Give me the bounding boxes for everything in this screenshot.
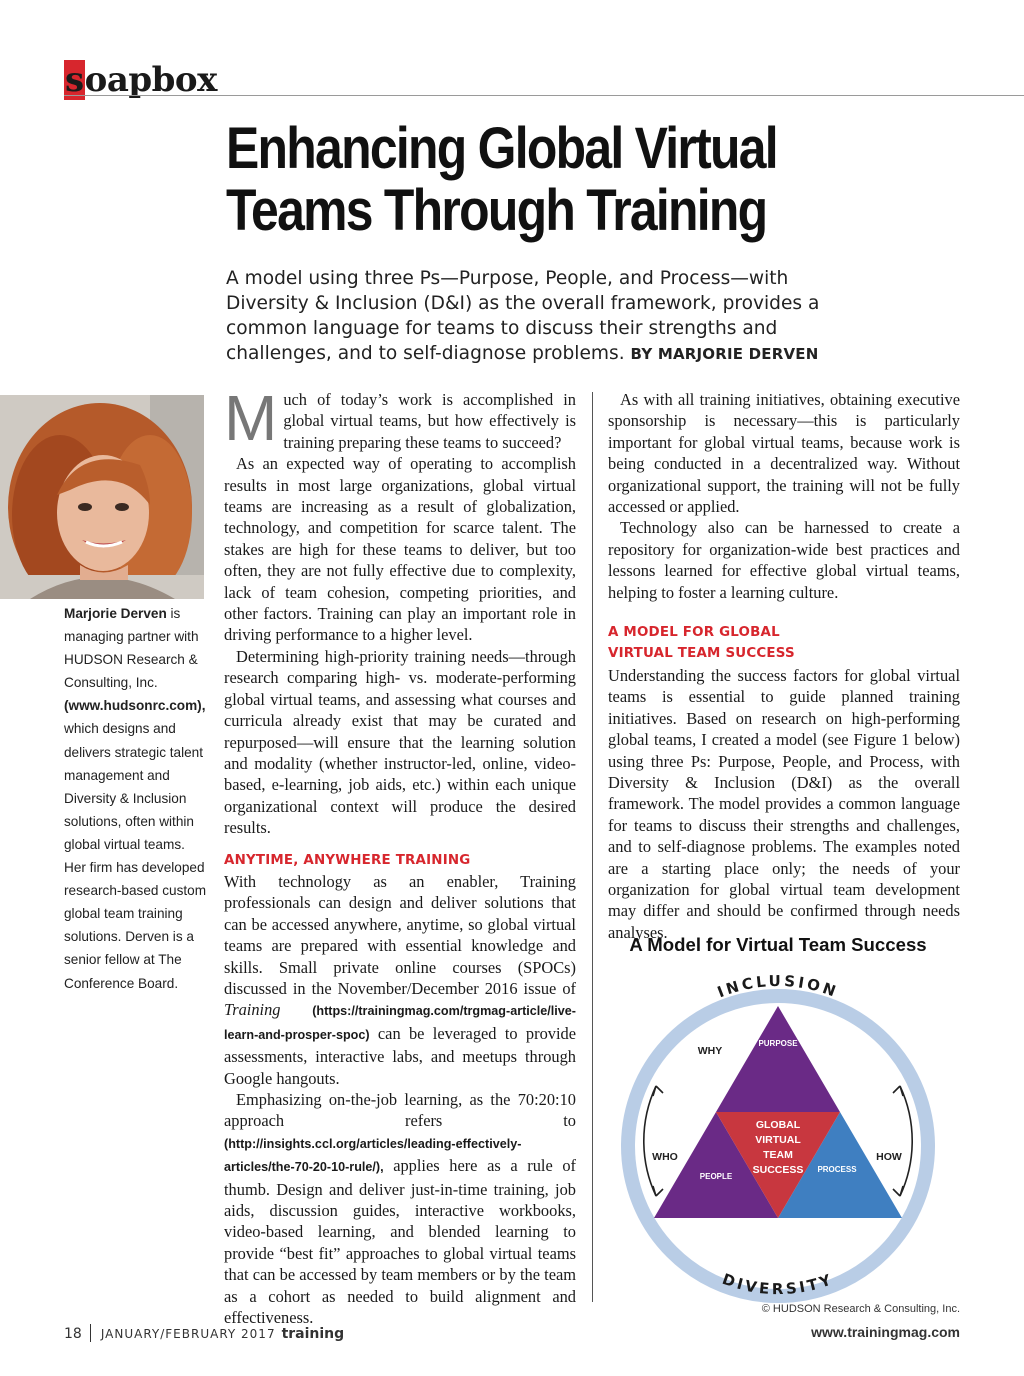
section-heading [608, 622, 960, 665]
byline: BY MARJORIE DERVEN [630, 345, 819, 363]
center-label-1: GLOBAL [755, 1119, 801, 1131]
deck-text: A model using three Ps—Purpose, People, and Process—with Diversity & Inclusion (D&I) as the overall framework, provides a common language for teams to discuss their strengths and challenges, and to self-diagnose problems. [226, 268, 820, 364]
figure-title: A Model for Virtual Team Success [629, 934, 927, 955]
section-label [64, 60, 217, 100]
section-heading-line-2: VIRTUAL TEAM SUCCESS [608, 646, 795, 662]
magazine-name-footer: training [281, 1326, 345, 1342]
model-diagram-svg [618, 966, 938, 1306]
page-number: 18 [64, 1326, 82, 1342]
footer-left [64, 1324, 344, 1342]
body-column-1 [224, 382, 576, 1328]
author-portrait-image [0, 395, 204, 599]
center-label-4: SUCCESS [752, 1164, 804, 1176]
article-link[interactable]: (https://trainingmag.com/trgmag-article/live-learn-and-prosper-spoc) [224, 1004, 576, 1042]
issue-date: JANUARY/FEBRUARY 2017 [100, 1327, 276, 1341]
article-title: Enhancing Global Virtual Teams Through Training [226, 116, 777, 243]
paragraph-text: Emphasizing on-the-job learning, as the 70:20:10 approach refers to [224, 1090, 576, 1131]
left-arrow-heads [653, 1086, 663, 1196]
paragraph [224, 871, 576, 1089]
author-bio-text-1: is managing partner with HUDSON Research & Consulting, Inc. [64, 606, 199, 691]
column-divider [592, 392, 593, 1302]
paragraph [224, 382, 576, 454]
how-label: HOW [876, 1151, 902, 1163]
header-rule [64, 95, 1024, 96]
diversity-label: DIVERSITY [719, 1269, 837, 1299]
section-heading-line-1: A MODEL FOR GLOBAL [608, 625, 780, 641]
drop-cap: M [224, 382, 278, 454]
body-column-2 [608, 389, 960, 943]
paragraph: As with all training initiatives, obtaining executive sponsorship is necessary—this is particularly important for global virtual teams, because work is being conducted in a decentralized way. Without organizational support, the training will not be fully accessed or applied. [608, 390, 960, 517]
paragraph-text: can be leveraged to provide assessments, interactive labs, and meetups through Google hangouts. [224, 1023, 576, 1088]
model-diagram [618, 966, 938, 1306]
left-arrow [644, 1086, 656, 1196]
author-name: Marjorie Derven [64, 606, 167, 621]
article-deck [226, 266, 826, 367]
section-label-initial: s [65, 60, 84, 100]
right-arrow-heads [893, 1086, 903, 1196]
people-label: PEOPLE [699, 1172, 733, 1181]
figure-credit: © HUDSON Research & Consulting, Inc. [761, 1303, 960, 1315]
paragraph [224, 1089, 576, 1328]
paragraph-text: uch of today’s work is accomplished in global virtual teams, but how effectively is training preparing these teams to succeed? [283, 390, 576, 452]
inclusion-label: INCLUSION [714, 971, 841, 1002]
paragraph-text: applies here as a rule of thumb. Design and deliver just-in-time training, job aids, discussion guides, interactive workbooks, video-based learning, and blended learning to provide “best fit” approaches to global virtual teams that can be accessed by team members or by the team as a cohort as needed to build alignment and effectiveness. [224, 1156, 576, 1328]
website-link[interactable]: www.trainingmag.com [811, 1324, 960, 1340]
purpose-label: PURPOSE [758, 1039, 798, 1048]
paragraph: As an expected way of operating to accomplish results in most large organizations, global virtual teams are increasing as a result of globalization, technology, and competition for scarce talent. The stakes are high for these teams to deliver, but too often, they are not fully effective due to complexity, lack of team cohesion, competing priorities, and other factors. Training can play an important role in driving performance to a higher level. [224, 454, 576, 645]
paragraph: Technology also can be harnessed to create a repository for organization-wide best practices and lessons learned for effective global virtual teams, helping to foster a learning culture. [608, 518, 960, 602]
right-arrow [900, 1086, 912, 1196]
section-label-rest: oapbox [84, 60, 217, 100]
paragraph: Determining high-priority training needs—through research comparing high- vs. moderate-performing global virtual teams, and assessing what courses and curricula already exist that may be curated and repurposed—will ensure that the learning solution and modality (whether instructor-led, online, video-based, e-learning, job aids, etc.) within each unique organizational context will produce the desired results. [224, 646, 576, 838]
paragraph-text: With technology as an enabler, Training professionals can design and deliver solutions that can be accessed anywhere, anytime, so global virtual teams are prepared with essential knowledge and skills. Small private online courses (SPOCs) discussed in the November/December 2016 issue of [224, 871, 576, 998]
center-label-2: VIRTUAL [755, 1134, 801, 1146]
section-heading: ANYTIME, ANYWHERE TRAINING [224, 852, 471, 868]
article-link[interactable]: (http://insights.ccl.org/articles/leading-effectively-articles/the-70-20-10-rule/), [224, 1136, 522, 1175]
footer-divider [90, 1324, 91, 1342]
paragraph: Understanding the success factors for global virtual teams is essential to guide planned training initiatives. Based on research on high-performing global teams, I created a model (see Figure 1 below) using three Ps: Purpose, People, and Process, with Diversity & Inclusion (D&I) as the overall framework. The model provides a common language for teams to discuss their strengths and challenges, and to self-diagnose problems. The examples noted are a starting place only; the needs of your organization for global virtual team development may differ and should be confirmed through needs analyses. [608, 665, 960, 942]
center-label-3: TEAM [763, 1149, 793, 1161]
magazine-name: Training [224, 1000, 281, 1020]
who-label: WHO [652, 1151, 678, 1163]
author-bio [64, 602, 210, 995]
purpose-triangle [716, 1006, 840, 1112]
author-photo [0, 395, 204, 599]
why-label: WHY [697, 1045, 723, 1057]
process-label: PROCESS [817, 1165, 857, 1174]
author-website-link[interactable]: (www.hudsonrc.com), [64, 698, 206, 714]
author-bio-text-2: which designs and delivers strategic talent management and Diversity & Inclusion solutions, often within global virtual teams. Her firm has developed research-based custom global team training solutions. Derven is a senior fellow at The Conference Board. [64, 721, 207, 991]
